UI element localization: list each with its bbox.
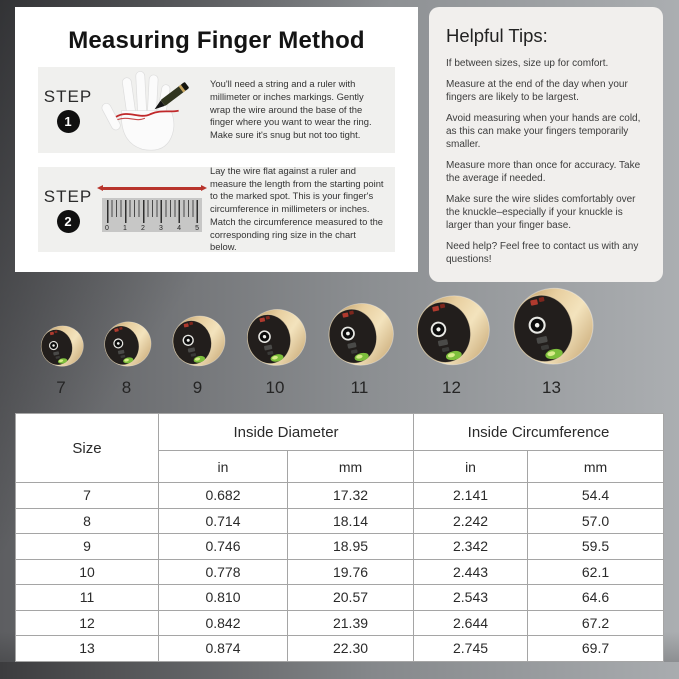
size-table-row	[16, 559, 664, 585]
smart-ring-image	[38, 324, 85, 369]
smart-ring-image	[243, 307, 308, 369]
step-2-text: Lay the wire flat against a ruler and measure the length from the starting point to the marked spot. This is your finger's circumference in millimeters or inches. Match the circumference measured to the corresponding ring size in the chart below.	[210, 167, 384, 252]
measurement-cell: 0.842	[159, 610, 288, 636]
size-table-row	[16, 610, 664, 636]
diameter-mm-header: mm	[288, 451, 414, 483]
measurement-cell: 59.5	[528, 534, 664, 560]
tip-item: Avoid measuring when your hands are cold, as this can make your fingers temporarily smaller.	[446, 113, 641, 150]
ring-size-label: 13	[542, 378, 561, 397]
ruler-number: 3	[159, 225, 163, 232]
measurement-cell: 57.0	[528, 508, 664, 534]
measurement-cell: 19.76	[288, 559, 414, 585]
size-table-body	[16, 483, 664, 662]
tips-title: Helpful Tips:	[446, 25, 548, 46]
measurement-cell: 0.778	[159, 559, 288, 585]
smart-ring-image	[412, 293, 492, 369]
method-title: Measuring Finger Method	[68, 27, 365, 54]
size-cell: 9	[16, 534, 159, 560]
ring-size-label: 11	[350, 378, 369, 397]
ring-size-label: 12	[442, 378, 461, 397]
size-cell: 11	[16, 585, 159, 611]
step-2-panel	[38, 167, 395, 252]
size-table-row	[16, 508, 664, 534]
step-2-number-badge: 2	[57, 210, 80, 233]
measurement-cell: 18.95	[288, 534, 414, 560]
ring-size-label: 9	[192, 378, 203, 397]
smart-ring-image	[324, 301, 396, 369]
measurement-cell: 21.39	[288, 610, 414, 636]
measurement-cell: 67.2	[528, 610, 664, 636]
measurement-cell: 0.810	[159, 585, 288, 611]
helpful-tips-card	[429, 7, 663, 282]
ring-item	[324, 301, 396, 398]
step-1-label: STEP	[43, 87, 93, 106]
measurement-cell: 69.7	[528, 636, 664, 662]
size-cell: 12	[16, 610, 159, 636]
tip-item: Make sure the wire slides comfortably over the knuckle–especially if your knuckle is larger than your finger base.	[446, 194, 636, 231]
tip-item: Need help? Feel free to contact us with any questions!	[446, 241, 639, 265]
smart-ring-image	[101, 320, 153, 369]
circumference-mm-header: mm	[528, 451, 664, 483]
ring-size-chart-table	[15, 413, 664, 662]
measurement-cell: 62.1	[528, 559, 664, 585]
smart-ring-image	[508, 285, 596, 369]
hand-measuring-illustration	[98, 68, 206, 152]
circumference-in-header: in	[414, 451, 528, 483]
hand-with-string-icon	[100, 68, 205, 152]
ring-item	[101, 320, 153, 398]
tip-item: If between sizes, size up for comfort.	[446, 58, 609, 69]
ring-size-label: 8	[121, 378, 132, 397]
bottom-gradient-strip	[0, 662, 679, 679]
ring-item	[169, 314, 227, 398]
ring-size-label: 7	[56, 378, 66, 397]
ruler-number: 2	[141, 225, 145, 232]
measurement-cell: 2.342	[414, 534, 528, 560]
measurement-cell: 2.443	[414, 559, 528, 585]
ring-item	[412, 293, 492, 398]
measurement-cell: 22.30	[288, 636, 414, 662]
measurement-cell: 0.682	[159, 483, 288, 509]
step-1-panel	[38, 67, 395, 153]
ruler-number: 0	[105, 225, 109, 232]
ruler-number: 4	[177, 225, 181, 232]
ring-item	[243, 307, 308, 398]
step-2-badge	[38, 187, 98, 233]
measurement-cell: 2.745	[414, 636, 528, 662]
ruler-numbers	[105, 225, 199, 232]
measurement-cell: 2.543	[414, 585, 528, 611]
measurement-cell: 0.714	[159, 508, 288, 534]
tip-item: Measure more than once for accuracy. Take the average if needed.	[446, 160, 641, 184]
smart-ring-image	[169, 314, 227, 369]
ring-item	[508, 285, 596, 398]
ruler-number: 1	[123, 225, 127, 232]
ring-item	[38, 324, 85, 398]
size-cell: 7	[16, 483, 159, 509]
rings-row	[0, 278, 656, 398]
inside-diameter-header: Inside Diameter	[159, 414, 414, 451]
size-column-header: Size	[16, 414, 159, 483]
size-table-row	[16, 534, 664, 560]
measurement-cell: 18.14	[288, 508, 414, 534]
measurement-cell: 17.32	[288, 483, 414, 509]
ruler-illustration	[98, 187, 206, 232]
size-cell: 8	[16, 508, 159, 534]
size-table-row	[16, 585, 664, 611]
measurement-cell: 64.6	[528, 585, 664, 611]
measurement-cell: 0.874	[159, 636, 288, 662]
step-1-number-badge: 1	[57, 110, 80, 133]
measurement-cell: 0.746	[159, 534, 288, 560]
ring-sizes-showcase	[0, 270, 679, 408]
measuring-method-card	[15, 7, 418, 272]
diameter-in-header: in	[159, 451, 288, 483]
step-1-badge	[38, 87, 98, 133]
size-table-row	[16, 483, 664, 509]
ring-size-label: 10	[265, 378, 285, 397]
ruler-icon	[102, 198, 202, 232]
size-table-row	[16, 636, 664, 662]
tips-list	[446, 57, 646, 266]
measurement-cell: 2.242	[414, 508, 528, 534]
stretched-wire-icon	[102, 187, 202, 190]
step-2-label: STEP	[43, 186, 93, 206]
tip-item: Measure at the end of the day when your fingers are likely to be largest.	[446, 79, 628, 103]
inside-circumference-header: Inside Circumference	[414, 414, 664, 451]
measurement-cell: 2.644	[414, 610, 528, 636]
ruler-major-ticks	[107, 200, 198, 223]
ruler-number: 5	[195, 225, 199, 232]
measurement-cell: 20.57	[288, 585, 414, 611]
size-cell: 10	[16, 559, 159, 585]
measurement-cell: 2.141	[414, 483, 528, 509]
measurement-cell: 54.4	[528, 483, 664, 509]
size-cell: 13	[16, 636, 159, 662]
step-1-text: You'll need a string and a ruler with millimeter or inches markings. Gently wrap the wire around the base of the finger where you want to wear the ring. Make sure it's snug but not too tight.	[210, 78, 372, 141]
